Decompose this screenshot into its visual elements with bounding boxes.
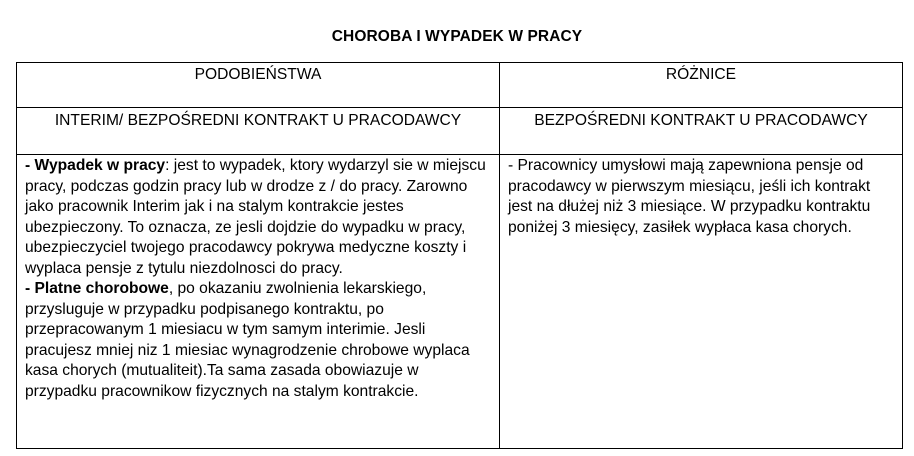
sick-pay-term: - Platne chorobowe — [25, 280, 169, 297]
similarities-cell — [17, 155, 500, 449]
header-similarities: PODOBIEŃSTWA — [17, 63, 500, 108]
table-body-row — [17, 155, 903, 449]
accident-term: - Wypadek w pracy — [25, 157, 166, 174]
subheader-direct: BEZPOŚREDNI KONTRAKT U PRACODAWCY — [500, 108, 903, 155]
comparison-table — [16, 62, 903, 449]
sick-pay-paragraph — [25, 279, 493, 402]
differences-cell — [500, 155, 903, 449]
accident-text: : jest to wypadek, ktory wydarzyl sie w miejscu pracy, podczas godzin pracy lub w drodze z / do pracy. Zarowno jako pracownik Interim jak i na stalym kontrakcie jestes ubezpieczony. To oznacza, ze jesli dojdzie do wypadku w pracy, ubezpieczyciel twojego pracodawcy pokrywa medyczne koszty i wyplaca pensje z tytulu niezdolnosci do pracy. — [25, 157, 486, 277]
accident-paragraph — [25, 156, 493, 279]
subheader-interim-direct: INTERIM/ BEZPOŚREDNI KONTRAKT U PRACODAWCY — [17, 108, 500, 155]
table-subheader-row — [17, 108, 903, 155]
header-differences: RÓŻNICE — [500, 63, 903, 108]
sick-pay-text: , po okazaniu zwolnienia lekarskiego, przysluguje w przypadku podpisanego kontraktu, po przepracowanym 1 miesiacu w tym samym interimie. Jesli pracujesz mniej niz 1 miesiac wynagrodzenie chrobowe wyplaca kasa chorych (mutualiteit).Ta sama zasada obowiazuje w przypadku pracownikow fizycznych na stalym kontrakcie. — [25, 280, 470, 400]
document-title: CHOROBA I WYPADEK W PRACY — [331, 28, 583, 45]
differences-text: - Pracownicy umysłowi mają zapewniona pensje od pracodawcy w pierwszym miesiącu, jeśli ich kontrakt jest na dłużej niż 3 miesiące. W przypadku kontraktu poniżej 3 miesięcy, zasiłek wypłaca kasa chorych. — [508, 157, 871, 236]
table-header-row — [17, 63, 903, 108]
